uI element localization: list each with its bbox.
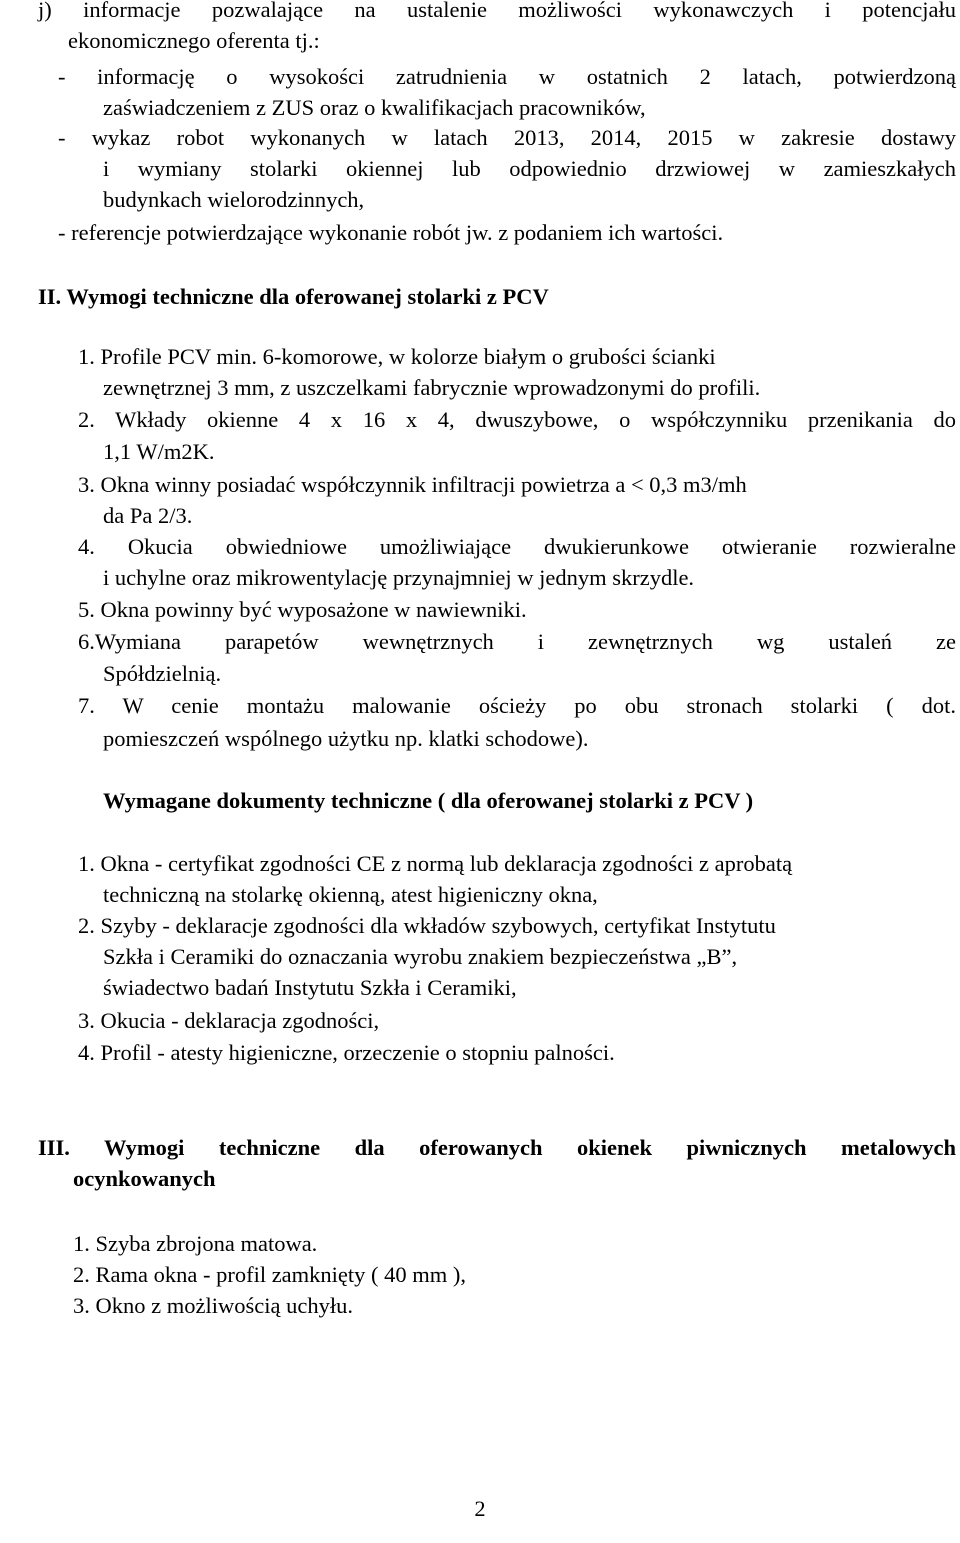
item-3-line-1: 3. Okna winny posiadać współczynnik infiltracji powietrza a < 0,3 m3/mh: [78, 472, 747, 497]
bullet-works-line-3: budynkach wielorodzinnych,: [103, 187, 365, 212]
doc-3-line-1: 3. Okucia - deklaracja zgodności,: [78, 1008, 380, 1033]
item-4-line-1: 4. Okucia obwiedniowe umożliwiające dwukierunkowe otwieranie rozwieralne: [78, 534, 956, 559]
item-1-line-2: zewnętrznej 3 mm, z uszczelkami fabrycznie wprowadzonymi do profili.: [103, 375, 761, 400]
section-j-line-1: j) informacje pozwalające na ustalenie możliwości wykonawczych i potencjału: [38, 0, 956, 22]
doc-2-line-3: świadectwo badań Instytutu Szkła i Ceramiki,: [103, 975, 517, 1000]
item-7-line-2: pomieszczeń wspólnego użytku np. klatki schodowe).: [103, 726, 589, 751]
basement-item-2: 2. Rama okna - profil zamknięty ( 40 mm ),: [73, 1262, 467, 1287]
section-ii-heading: II. Wymogi techniczne dla oferowanej stolarki z PCV: [38, 284, 549, 309]
bullet-employment-line-1: - informację o wysokości zatrudnienia w ostatnich 2 latach, potwierdzoną: [58, 64, 956, 89]
doc-1-line-2: techniczną na stolarkę okienną, atest higieniczny okna,: [103, 882, 598, 907]
bullet-works-line-2: i wymiany stolarki okiennej lub odpowiednio drzwiowej w zamieszkałych: [103, 156, 956, 181]
item-4-line-2: i uchylne oraz mikrowentylację przynajmniej w jednym skrzydle.: [103, 565, 695, 590]
basement-item-1: 1. Szyba zbrojona matowa.: [73, 1231, 318, 1256]
item-1-line-1: 1. Profile PCV min. 6-komorowe, w kolorze białym o grubości ścianki: [78, 344, 716, 369]
section-j-line-2: ekonomicznego oferenta tj.:: [68, 28, 320, 53]
documents-heading: Wymagane dokumenty techniczne ( dla oferowanej stolarki z PCV ): [103, 788, 754, 813]
item-5-line-1: 5. Okna powinny być wyposażone w nawiewniki.: [78, 597, 527, 622]
item-7-line-1: 7. W cenie montażu malowanie ościeży po obu stronach stolarki ( dot.: [78, 693, 956, 718]
doc-2-line-2: Szkła i Ceramiki do oznaczania wyrobu znakiem bezpieczeństwa „B”,: [103, 944, 738, 969]
doc-1-line-1: 1. Okna - certyfikat zgodności CE z normą lub deklaracja zgodności z aprobatą: [78, 851, 793, 876]
page-number: 2: [474, 1496, 486, 1521]
section-iii-heading-line-2: ocynkowanych: [73, 1166, 216, 1191]
basement-item-3: 3. Okno z możliwością uchyłu.: [73, 1293, 353, 1318]
doc-4-line-1: 4. Profil - atesty higieniczne, orzeczenie o stopniu palności.: [78, 1040, 615, 1065]
item-6-line-1: 6.Wymiana parapetów wewnętrznych i zewnętrznych wg ustaleń ze: [78, 629, 956, 654]
bullet-references: - referencje potwierdzające wykonanie robót jw. z podaniem ich wartości.: [58, 220, 724, 245]
item-2-line-1: 2. Wkłady okienne 4 x 16 x 4, dwuszybowe, o współczynniku przenikania do: [78, 407, 956, 432]
item-3-line-2: da Pa 2/3.: [103, 503, 193, 528]
bullet-employment-line-2: zaświadczeniem z ZUS oraz o kwalifikacjach pracowników,: [103, 95, 646, 120]
item-2-line-2: 1,1 W/m2K.: [103, 439, 215, 464]
item-6-line-2: Spółdzielnią.: [103, 661, 222, 686]
section-iii-heading-line-1: III. Wymogi techniczne dla oferowanych okienek piwnicznych metalowych: [38, 1135, 956, 1160]
doc-2-line-1: 2. Szyby - deklaracje zgodności dla wkładów szybowych, certyfikat Instytutu: [78, 913, 776, 938]
bullet-works-line-1: - wykaz robot wykonanych w latach 2013, 2014, 2015 w zakresie dostawy: [58, 125, 956, 150]
